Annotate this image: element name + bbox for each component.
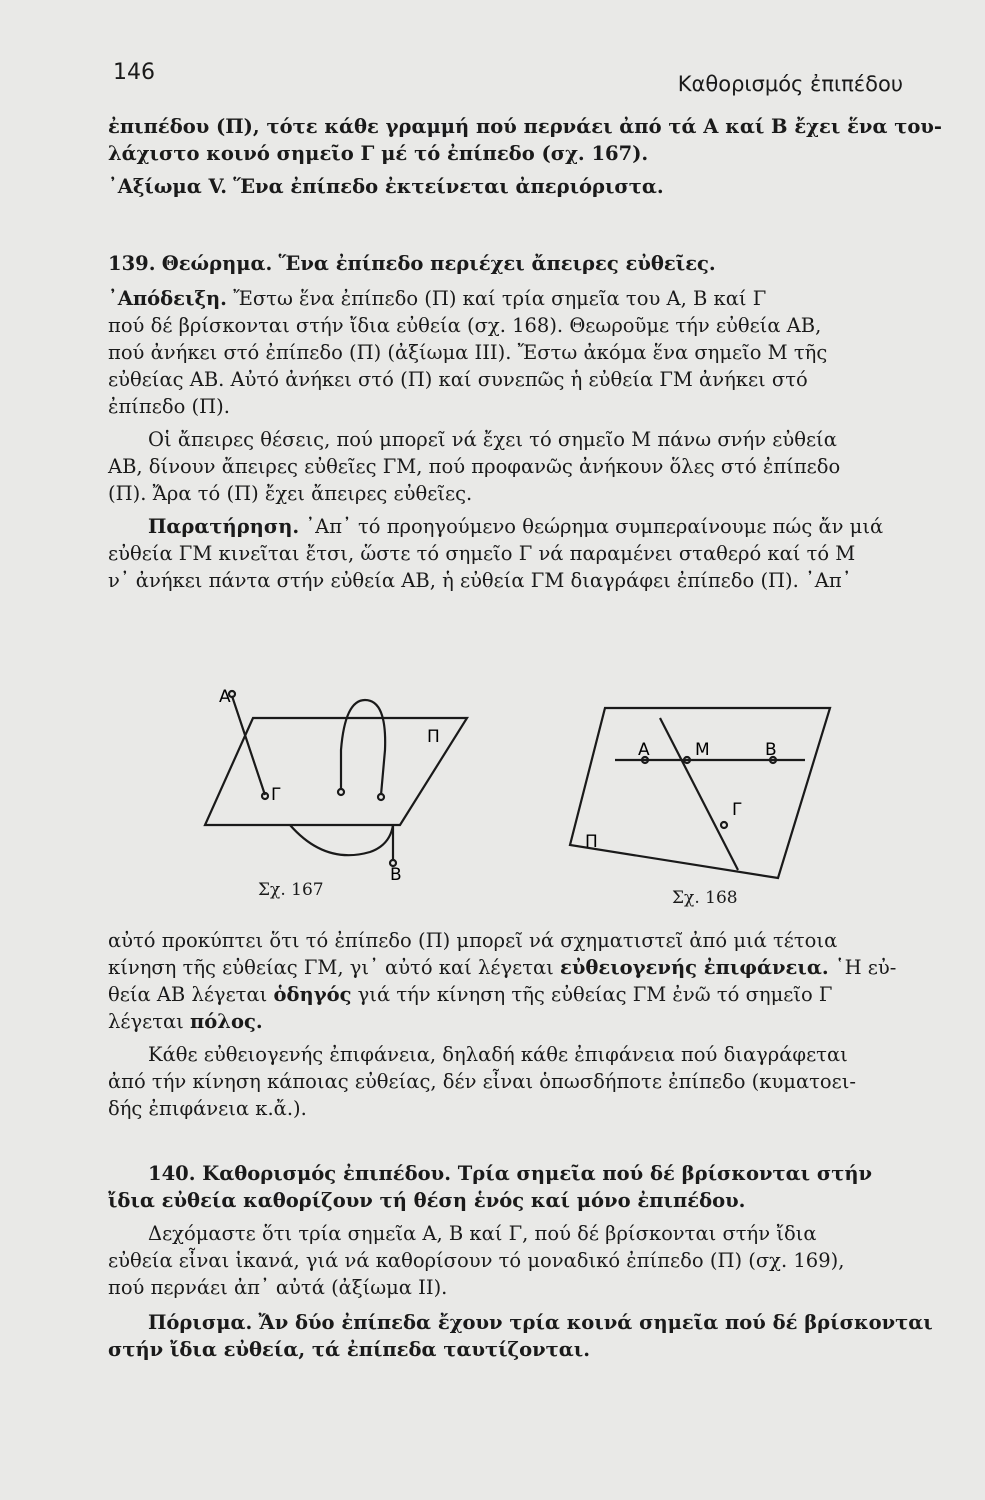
section-heading: 139. Θεώρημα. Ἕνα ἐπίπεδο περιέχει ἄπειρες εὐθεῖες. bbox=[108, 252, 716, 275]
text-line: Οἱ ἄπειρες θέσεις, πού μπορεῖ νά ἔχει τό σημεῖο Μ πάνω σνήν εὐθεία bbox=[148, 428, 837, 451]
text-line: εὐθείας ΑΒ. Αὐτό ἀνήκει στό (Π) καί συνεπῶς ἡ εὐθεία ΓΜ ἀνήκει στό bbox=[108, 368, 808, 391]
label-G: Γ bbox=[732, 800, 742, 820]
section-heading-cont: ἴδια εὐθεία καθορίζουν τή θέση ἑνός καί μόνο ἐπιπέδου. bbox=[108, 1189, 746, 1212]
corollary-line: Πόρισμα. Ἄν δύο ἐπίπεδα ἔχουν τρία κοινά σημεῖα πού δέ βρίσκονται bbox=[148, 1311, 933, 1334]
text-line: κίνηση τῆς εὐθείας ΓΜ, γι᾿ αὐτό καί λέγεται εὐθειογενής ἐπιφάνεια. ῾Η εὐ- bbox=[108, 956, 897, 979]
caption-168: Σχ. 168 bbox=[672, 888, 738, 908]
text-line: δής ἐπιφάνεια κ.ἄ.). bbox=[108, 1097, 307, 1120]
text-line: ἀπό τήν κίνηση κάποιας εὐθείας, δέν εἶναι ὁπωσδήποτε ἐπίπεδο (κυματοει- bbox=[108, 1070, 857, 1093]
label-G: Γ bbox=[271, 785, 281, 805]
term-ruled-surface: εὐθειογενής ἐπιφάνεια. bbox=[560, 956, 829, 979]
page-number: 146 bbox=[113, 60, 155, 85]
arch-curve bbox=[341, 700, 385, 795]
text-line: Δεχόμαστε ὅτι τρία σημεῖα Α, Β καί Γ, πού δέ βρίσκονται στήν ἴδια bbox=[148, 1222, 817, 1245]
term-guide: ὁδηγός bbox=[273, 983, 352, 1006]
text-line: πού περνάει ἀπ᾿ αὐτά (ἀξίωμα ΙΙ). bbox=[108, 1276, 448, 1299]
running-title: Καθορισμός ἐπιπέδου bbox=[677, 72, 903, 96]
text-line: (Π). Ἄρα τό (Π) ἔχει ἄπειρες εὐθεῖες. bbox=[108, 482, 473, 505]
label-B: Β bbox=[390, 865, 402, 885]
section-heading: 140. Καθορισμός ἐπιπέδου. Τρία σημεῖα πού δέ βρίσκονται στήν bbox=[148, 1162, 873, 1185]
text-line: ἐπιπέδου (Π), τότε κάθε γραμμή πού περνάει ἀπό τά Α καί Β ἔχει ἕνα του- bbox=[108, 115, 943, 138]
corollary-label: Πόρισμα. bbox=[148, 1311, 253, 1334]
proof-line: ᾿Απόδειξη. Ἔστω ἕνα ἐπίπεδο (Π) καί τρία σημεῖα του Α, Β καί Γ bbox=[108, 287, 767, 310]
lower-curve bbox=[290, 825, 393, 855]
axiom-v bbox=[108, 173, 908, 200]
text-line: αὐτό προκύπτει ὅτι τό ἐπίπεδο (Π) μπορεῖ νά σχηματιστεῖ ἀπό μιά τέτοια bbox=[108, 929, 838, 952]
point-arch-left bbox=[338, 789, 344, 795]
text-line: λέγεται πόλος. bbox=[108, 1010, 263, 1033]
remark-label: Παρατήρηση. bbox=[148, 515, 300, 538]
proof-label: ᾿Απόδειξη. bbox=[108, 287, 227, 310]
remark-line: Παρατήρηση. ᾿Απ᾿ τό προηγούμενο θεώρημα συμπεραίνουμε πώς ἄν μιά bbox=[148, 515, 884, 538]
label-A: Α bbox=[219, 687, 231, 707]
line-A bbox=[232, 696, 265, 795]
point-G bbox=[262, 793, 268, 799]
text-line: Κάθε εὐθειογενής ἐπιφάνεια, δηλαδή κάθε ἐπιφάνεια πού διαγράφεται bbox=[148, 1043, 848, 1066]
text-line: εὐθεία ΓΜ κινεῖται ἔτσι, ὥστε τό σημεῖο Γ νά παραμένει σταθερό καί τό Μ bbox=[108, 542, 856, 565]
label-A: Α bbox=[638, 740, 650, 760]
text-line: ΑΒ, δίνουν ἄπειρες εὐθεῖες ΓΜ, πού προφανῶς ἀνήκουν ὅλες στό ἐπίπεδο bbox=[108, 455, 841, 478]
section-139 bbox=[108, 250, 908, 594]
caption-167: Σχ. 167 bbox=[258, 880, 324, 900]
label-B: Β bbox=[765, 740, 777, 760]
text-line: ἐπίπεδο (Π). bbox=[108, 395, 230, 418]
ruled-surface-paragraph bbox=[108, 927, 908, 1122]
label-P: Π bbox=[427, 727, 440, 747]
plane-parallelogram bbox=[570, 708, 830, 878]
corollary-line-cont: στήν ἴδια εὐθεία, τά ἐπίπεδα ταυτίζονται. bbox=[108, 1338, 590, 1361]
term-pole: πόλος. bbox=[190, 1010, 263, 1033]
text-line: εὐθεία εἶναι ἱκανά, γιά νά καθορίσουν τό μοναδικό ἐπίπεδο (Π) (σχ. 169), bbox=[108, 1249, 845, 1272]
axiom-text: Ἕνα ἐπίπεδο ἐκτείνεται ἀπεριόριστα. bbox=[233, 175, 664, 198]
figure-168 bbox=[560, 700, 845, 890]
label-M: Μ bbox=[695, 740, 710, 760]
text-line: πού δέ βρίσκονται στήν ἴδια εὐθεία (σχ. 168). Θεωροῦμε τήν εὐθεία ΑΒ, bbox=[108, 314, 822, 337]
text-line: ν᾿ ἀνήκει πάντα στήν εὐθεία ΑΒ, ἡ εὐθεία ΓΜ διαγράφει ἐπίπεδο (Π). ᾿Απ᾿ bbox=[108, 569, 852, 592]
point-arch-right bbox=[378, 794, 384, 800]
intro-paragraph bbox=[108, 113, 943, 200]
text-line: θεία ΑΒ λέγεται ὁδηγός γιά τήν κίνηση τῆς εὐθείας ΓΜ ἐνῶ τό σημεῖο Γ bbox=[108, 983, 833, 1006]
point-G bbox=[721, 822, 727, 828]
axiom-label: ᾿Αξίωμα V. bbox=[108, 175, 228, 198]
text-line: πού ἀνήκει στό ἐπίπεδο (Π) (ἀξίωμα ΙΙΙ). Ἔστω ἀκόμα ἕνα σημεῖο Μ τῆς bbox=[108, 341, 828, 364]
text-line: λάχιστο κοινό σημεῖο Γ μέ τό ἐπίπεδο (σχ. 167). bbox=[108, 142, 649, 165]
figure-167 bbox=[195, 680, 485, 905]
section-140 bbox=[108, 1160, 933, 1363]
label-P: Π bbox=[585, 832, 598, 852]
